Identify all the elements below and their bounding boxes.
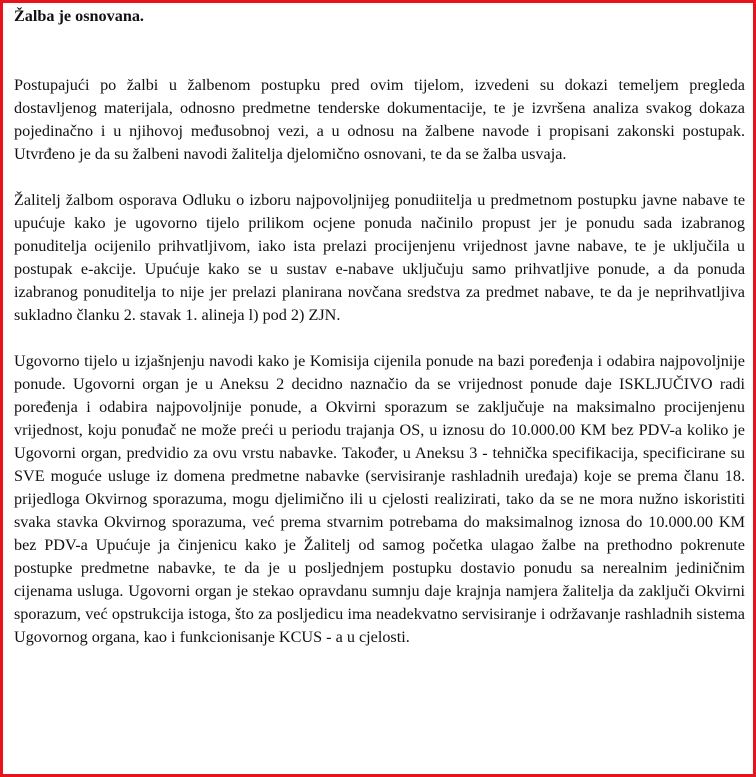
paragraph-contracting-authority-response: Ugovorno tijelo u izjašnjenju navodi kako je Komisija cijenila ponude na bazi poređenja i odabira najpovoljnije ponude. Ugovorni organ je u Aneksu 2 decidno naznačio da se vrijednost ponude daje ISKLJUČIVO radi poređenja i odabira najpovoljnije ponude, a Okvirni sporazum se zaključuje na maksimalno procijenjenu vrijednost, koju ponuđač ne može preći u periodu trajanja OS, u iznosu do 10.000.00 KM bez PDV-a koliko je Ugovorni organ, predvidio za ovu vrstu nabavke. Također, u Aneksu 3 - tehnička specifikacija, specificirane su SVE moguće usluge iz domena predmetne nabavke (servisiranje rashladnih uređaja) koje se prema članu 18. prijedloga Okvirnog sporazuma, mogu djelimično ili u cjelosti realizirati, tako da se ne mora nužno iskoristiti svaka stavka Okvirnog sporazuma, već prema stvarnim potrebama do maksimalnog iznosa do 10.000.00 KM bez PDV-a Upućuje ja činjenicu kako je Žalitelj od samog početka ulagao žalbe na prethodno pokrenute postupke predmetne nabavke, te da je u posljednjem postupku dostavio ponudu sa nerealnim jediničnim cijenama usluga. Ugovorni organ je stekao opravdanu sumnju daje krajnja namjera žalitelja da zaključi Okvirni sporazum, već opstrukcija istoga, što za posljedicu ima neadekvatno servisiranje i održavanje rashladnih sistema Ugovornog organa, kao i funkcionisanje KCUS - a u cjelosti. [14,352,745,646]
paragraph-findings: Postupajući po žalbi u žalbenom postupku pred ovim tijelom, izvedeni su dokazi temeljem pregleda dostavljenog materijala, odnosno predmetne tenderske dokumentacije, te je izvršena analiza svakog dokaza pojedinačno i u njihovoj međusobnoj vezi, a u odnosu na žalbene navode i propisani zakonski postupak. Utvrđeno je da su žalbeni navodi žalitelja djelomično osnovani, te da se žalba usvaja. [14,76,745,163]
paragraph-appellant-claims: Žalitelj žalbom osporava Odluku o izboru najpovoljnijeg ponudiitelja u predmetnom postupku javne nabave te upućuje kako je ugovorno tijelo prilikom ocjene ponuda načinilo propust jer je ponudu sada izabranog ponuditelja ocijenilo prihvatljivom, iako ista prelazi procijenjenu vrijednost javne nabave, te je uključila u postupak e-akcije. Upućuje kako se u sustav e-nabave uključuju samo prihvatljive ponude, a da ponuda izabranog ponuditelja to nije jer prelazi planirana novčana sredstva za predmet nabave, te da je neprihvatljiva sukladno članku 2. stavak 1. alineja l) pod 2) ZJN. [14,191,745,324]
document-body [14,5,745,649]
section-heading: Žalba je osnovana. [14,7,144,25]
